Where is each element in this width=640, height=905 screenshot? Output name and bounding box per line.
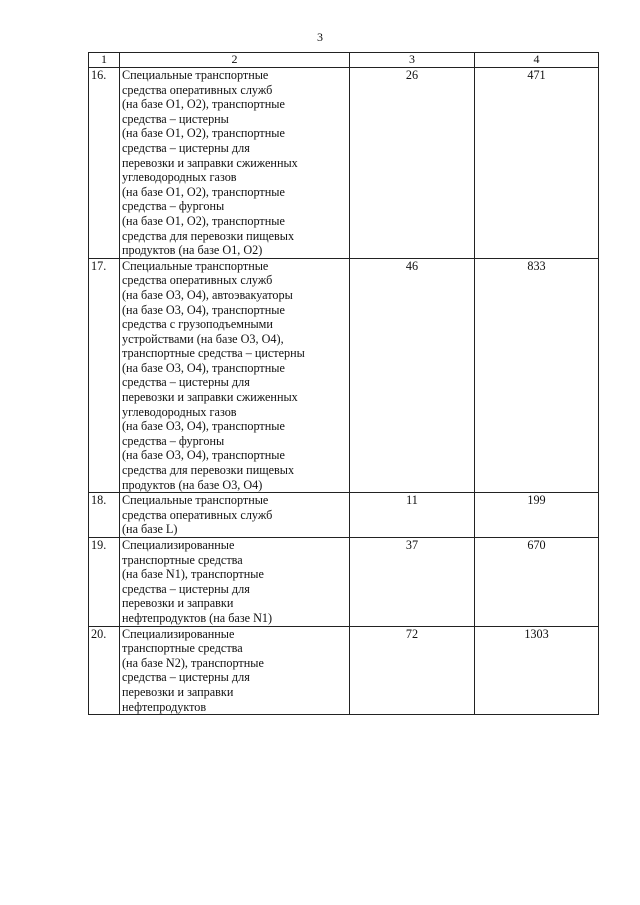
data-table <box>88 52 599 715</box>
description-line: (на базе N1), транспортные <box>122 567 264 582</box>
description-line: средства – фургоны <box>122 199 225 214</box>
description-line: средства с грузоподъемными <box>122 317 273 332</box>
description-line: нефтепродуктов <box>122 699 207 714</box>
row-value-col-4: 833 <box>475 258 599 493</box>
table-body <box>89 68 599 715</box>
description-line: углеводородных газов <box>122 170 237 185</box>
table-row <box>89 538 599 627</box>
row-number: 18. <box>89 493 120 538</box>
table-row <box>89 493 599 538</box>
description-line: средства для перевозки пищевых <box>122 228 295 243</box>
table-row <box>89 258 599 493</box>
description-line: (на базе О1, О2), транспортные <box>122 126 285 141</box>
row-value-col-3: 11 <box>350 493 475 538</box>
row-number: 20. <box>89 626 120 715</box>
description-line: (на базе О3, О4), транспортные <box>122 448 285 463</box>
row-value-col-3: 37 <box>350 538 475 627</box>
row-value-col-3: 26 <box>350 68 475 259</box>
description-line: транспортные средства – цистерны <box>122 346 305 361</box>
header-col-2: 2 <box>120 53 350 68</box>
description-line: средства – цистерны для <box>122 375 250 390</box>
row-value-col-4: 471 <box>475 68 599 259</box>
description-line: Специализированные <box>122 538 235 552</box>
description-line: (на базе О3, О4), транспортные <box>122 419 285 434</box>
description-line: перевозки и заправки <box>122 596 234 611</box>
description-line: перевозки и заправки сжиженных <box>122 155 298 170</box>
description-line: средства оперативных служб <box>122 82 273 97</box>
header-col-3: 3 <box>350 53 475 68</box>
description-line: продуктов (на базе О1, О2) <box>122 243 263 258</box>
description-line: транспортные средства <box>122 552 243 567</box>
row-value-col-4: 1303 <box>475 626 599 715</box>
row-description <box>120 258 350 493</box>
description-line: (на базе L) <box>122 522 178 537</box>
row-description <box>120 538 350 627</box>
description-line: (на базе N2), транспортные <box>122 655 264 670</box>
description-line: Специализированные <box>122 626 235 641</box>
description-line: транспортные средства <box>122 641 243 656</box>
row-value-col-3: 46 <box>350 258 475 493</box>
row-value-col-4: 670 <box>475 538 599 627</box>
description-line: перевозки и заправки <box>122 684 234 699</box>
description-line: средства для перевозки пищевых <box>122 463 295 478</box>
description-line: средства оперативных служб <box>122 507 273 522</box>
row-description <box>120 626 350 715</box>
row-description <box>120 493 350 538</box>
description-line: (на базе О3, О4), транспортные <box>122 302 285 317</box>
description-line: средства – цистерны для <box>122 670 250 685</box>
description-line: перевозки и заправки сжиженных <box>122 390 298 405</box>
row-number: 17. <box>89 258 120 493</box>
table-header-row <box>89 53 599 68</box>
description-line: нефтепродуктов (на базе N1) <box>122 610 273 625</box>
description-line: (на базе О1, О2), транспортные <box>122 213 285 228</box>
row-number: 19. <box>89 538 120 627</box>
description-line: средства – фургоны <box>122 433 225 448</box>
row-value-col-3: 72 <box>350 626 475 715</box>
description-line: Специальные транспортные <box>122 493 269 508</box>
description-line: (на базе О1, О2), транспортные <box>122 97 285 112</box>
table-row <box>89 626 599 715</box>
page-number: 3 <box>317 30 323 44</box>
row-description <box>120 68 350 259</box>
header-col-1: 1 <box>89 53 120 68</box>
description-line: Специальные транспортные <box>122 258 269 273</box>
description-line: (на базе О3, О4), автоэвакуаторы <box>122 287 293 302</box>
description-line: средства – цистерны для <box>122 140 250 155</box>
description-line: средства – цистерны для <box>122 581 250 596</box>
row-value-col-4: 199 <box>475 493 599 538</box>
description-line: средства – цистерны <box>122 111 229 126</box>
table-row <box>89 68 599 259</box>
description-line: средства оперативных служб <box>122 273 273 288</box>
description-line: продуктов (на базе О3, О4) <box>122 477 263 492</box>
description-line: Специальные транспортные <box>122 68 269 82</box>
description-line: углеводородных газов <box>122 404 237 419</box>
description-line: (на базе О1, О2), транспортные <box>122 184 285 199</box>
description-line: (на базе О3, О4), транспортные <box>122 360 285 375</box>
header-col-4: 4 <box>475 53 599 68</box>
description-line: устройствами (на базе О3, О4), <box>122 331 284 346</box>
row-number: 16. <box>89 68 120 259</box>
